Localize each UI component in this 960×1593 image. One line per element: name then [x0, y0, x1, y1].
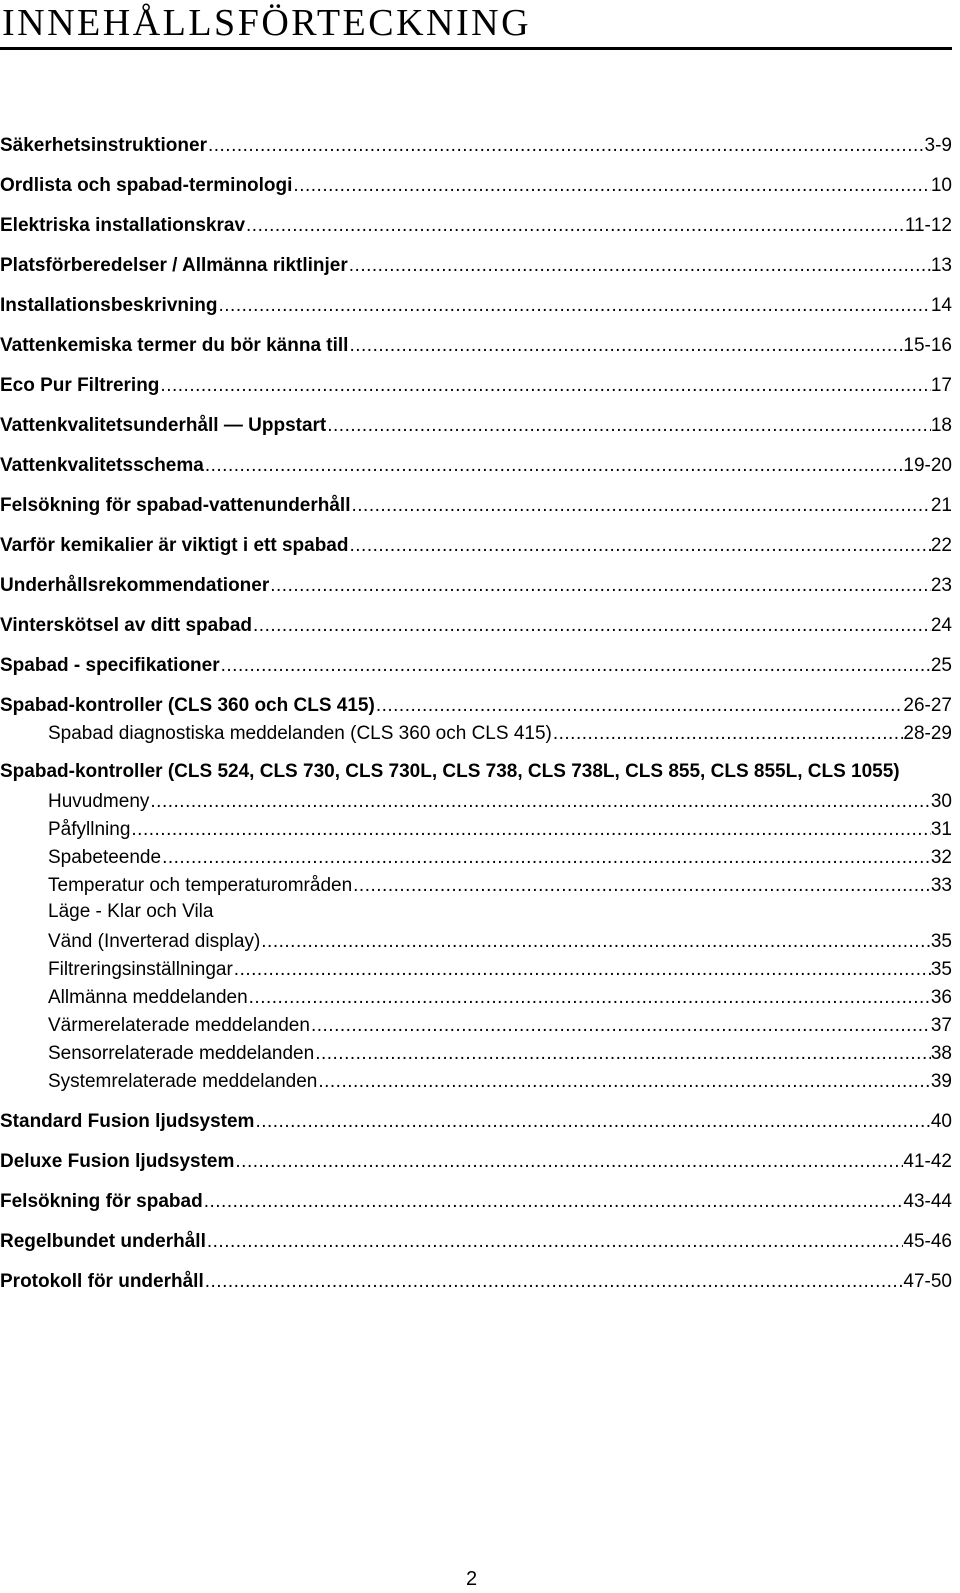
toc-leader-dots	[245, 214, 905, 238]
toc-leader-dots	[204, 1270, 904, 1294]
toc-entry-label: Ordlista och spabad-terminologi	[0, 175, 293, 196]
toc-leader-dots	[260, 930, 931, 954]
toc-entry[interactable]	[0, 1266, 952, 1294]
toc-entry[interactable]	[0, 690, 952, 718]
title-divider	[0, 47, 952, 50]
toc-entry-page: 36	[930, 987, 952, 1008]
toc-entry-label: Eco Pur Filtrering	[0, 375, 160, 396]
toc-entry[interactable]	[0, 450, 952, 478]
toc-leader-dots	[552, 722, 904, 746]
toc-entry-page: 15-16	[903, 335, 952, 356]
toc-entry[interactable]	[0, 1186, 952, 1214]
toc-entry-page: 39	[930, 1071, 952, 1092]
toc-subentry[interactable]	[0, 1066, 952, 1094]
toc-entry-label: Vattenkvalitetsunderhåll — Uppstart	[0, 415, 327, 436]
toc-entry-label: Underhållsrekommendationer	[0, 575, 270, 596]
toc-leader-dots	[252, 614, 931, 638]
toc-leader-dots	[375, 694, 904, 718]
toc-entry-label: Temperatur och temperaturområden	[48, 875, 353, 896]
toc-entry[interactable]	[0, 610, 952, 638]
toc-subentry[interactable]	[0, 870, 952, 898]
toc-leader-dots	[317, 1070, 931, 1094]
toc-entry-page: 43-44	[903, 1191, 952, 1212]
toc-entry-label: Standard Fusion ljudsystem	[0, 1111, 255, 1132]
toc-entry-label: Säkerhetsinstruktioner	[0, 135, 207, 156]
toc-entry[interactable]	[0, 1226, 952, 1254]
toc-entry-label: Vinterskötsel av ditt spabad	[0, 615, 253, 636]
toc-entry[interactable]	[0, 530, 952, 558]
toc-leader-dots	[159, 374, 930, 398]
toc-entry-label: Regelbundet underhåll	[0, 1231, 206, 1252]
toc-subentry[interactable]	[0, 786, 952, 814]
toc-entry[interactable]	[0, 1146, 952, 1174]
toc-entry-page: 35	[930, 931, 952, 952]
toc-entry-label: Allmänna meddelanden	[48, 987, 248, 1008]
toc-leader-dots	[352, 874, 931, 898]
toc-entry-page: 47-50	[903, 1271, 952, 1292]
toc-entry-label: Systemrelaterade meddelanden	[48, 1071, 318, 1092]
toc-entry[interactable]	[0, 490, 952, 518]
toc-entry-page: 21	[930, 495, 952, 516]
toc-leader-dots	[310, 1014, 931, 1038]
toc-entry-label: Påfyllning	[48, 819, 131, 840]
toc-entry-page: 35	[930, 959, 952, 980]
toc-entry-page: 24	[930, 615, 952, 636]
toc-entry-label: Spabeteende	[48, 847, 162, 868]
toc-leader-dots	[203, 1190, 904, 1214]
toc-entry-page: 23	[930, 575, 952, 596]
toc-entry-page: 38	[930, 1043, 952, 1064]
toc-entry-page: 3-9	[924, 135, 952, 156]
toc-entry-label: Sensorrelaterade meddelanden	[48, 1043, 315, 1064]
toc-subentry[interactable]	[0, 718, 952, 746]
page-number: 2	[466, 1568, 478, 1590]
toc-subentry[interactable]	[0, 842, 952, 870]
toc-entry[interactable]	[0, 130, 952, 158]
toc-entry[interactable]	[0, 410, 952, 438]
toc-entry-label: Huvudmeny	[48, 791, 150, 812]
toc-leader-dots	[204, 454, 904, 478]
toc-entry[interactable]	[0, 250, 952, 278]
toc-leader-dots	[149, 790, 930, 814]
toc-entry-label: Deluxe Fusion ljudsystem	[0, 1151, 235, 1172]
toc-entry[interactable]	[0, 650, 952, 678]
toc-entry-label: Varför kemikalier är viktigt i ett spabad	[0, 535, 349, 556]
toc-leader-dots	[234, 1150, 903, 1174]
toc-entry-page: 45-46	[903, 1231, 952, 1252]
toc-leader-dots	[351, 494, 931, 518]
toc-entry-label: Installationsbeskrivning	[0, 295, 218, 316]
toc-leader-dots	[220, 654, 931, 678]
toc-entry-page: 28-29	[903, 723, 952, 744]
toc-entry-page: 32	[930, 847, 952, 868]
toc-leader-dots	[206, 1230, 904, 1254]
toc-entry-page: 33	[930, 875, 952, 896]
toc-leader-dots	[218, 294, 931, 318]
toc-subentry[interactable]	[0, 954, 952, 982]
toc-entry-page: 40	[930, 1111, 952, 1132]
toc-entry[interactable]	[0, 370, 952, 398]
toc-entry[interactable]	[0, 330, 952, 358]
toc-entry-page: 11-12	[904, 215, 952, 236]
toc-entry-page: 41-42	[903, 1151, 952, 1172]
toc-leader-dots	[207, 134, 925, 158]
toc-leader-dots	[161, 846, 931, 870]
toc-subentry[interactable]	[0, 1038, 952, 1066]
toc-subentry[interactable]	[0, 1010, 952, 1038]
toc-entry-label: Felsökning för spabad-vattenunderhåll	[0, 495, 351, 516]
toc-entry-label: Spabad diagnostiska meddelanden (CLS 360 och CLS 415)	[48, 723, 552, 744]
toc-subentry[interactable]	[0, 982, 952, 1010]
toc-entry-label: Vänd (Inverterad display)	[48, 931, 261, 952]
toc-entry[interactable]	[0, 290, 952, 318]
toc-leader-dots	[254, 1110, 930, 1134]
toc-subentry[interactable]	[0, 814, 952, 842]
toc-entry[interactable]	[0, 170, 952, 198]
toc-entry-label: Vattenkemiska termer du bör känna till	[0, 335, 349, 356]
toc-entry-page: 10	[930, 175, 952, 196]
toc-leader-dots	[348, 534, 930, 558]
toc-entry-page: 30	[930, 791, 952, 812]
toc-entry-page: 31	[930, 819, 952, 840]
toc-entry[interactable]	[0, 1106, 952, 1134]
toc-entry-page: 22	[930, 535, 952, 556]
toc-section-heading: Spabad-kontroller (CLS 524, CLS 730, CLS 730L, CLS 738, CLS 738L, CLS 855, CLS 855L, CLS 1055)	[0, 761, 900, 782]
toc-entry-label: Spabad - specifikationer	[0, 655, 220, 676]
toc-leader-dots	[292, 174, 930, 198]
toc-entry[interactable]	[0, 570, 952, 598]
toc-subentry-label: Läge - Klar och Vila	[48, 901, 214, 922]
toc-leader-dots	[348, 334, 903, 358]
toc-entry-page: 13	[930, 255, 952, 276]
page-title: INNEHÅLLSFÖRTECKNING	[2, 2, 532, 44]
toc-entry-page: 25	[930, 655, 952, 676]
toc-entry-page: 18	[930, 415, 952, 436]
toc-entry-label: Platsförberedelser / Allmänna riktlinjer	[0, 255, 348, 276]
toc-entry-page: 19-20	[903, 455, 952, 476]
toc-entry-label: Värmerelaterade meddelanden	[48, 1015, 310, 1036]
toc-entry-label: Felsökning för spabad	[0, 1191, 203, 1212]
toc-entry-label: Filtreringsinställningar	[48, 959, 233, 980]
toc-entry[interactable]	[0, 210, 952, 238]
toc-leader-dots	[130, 818, 930, 842]
toc-entry-label: Spabad-kontroller (CLS 360 och CLS 415)	[0, 695, 375, 716]
toc-leader-dots	[348, 254, 931, 278]
toc-leader-dots	[248, 986, 931, 1010]
toc-leader-dots	[326, 414, 931, 438]
toc-entry-label: Protokoll för underhåll	[0, 1271, 204, 1292]
toc-entry-page: 26-27	[903, 695, 952, 716]
toc-entry-page: 17	[930, 375, 952, 396]
toc-entry-page: 14	[930, 295, 952, 316]
toc-leader-dots	[233, 958, 931, 982]
toc-leader-dots	[269, 574, 931, 598]
toc-entry-label: Vattenkvalitetsschema	[0, 455, 204, 476]
toc-subentry[interactable]	[0, 926, 952, 954]
toc-entry-page: 37	[930, 1015, 952, 1036]
toc-entry-label: Elektriska installationskrav	[0, 215, 246, 236]
toc-leader-dots	[314, 1042, 931, 1066]
